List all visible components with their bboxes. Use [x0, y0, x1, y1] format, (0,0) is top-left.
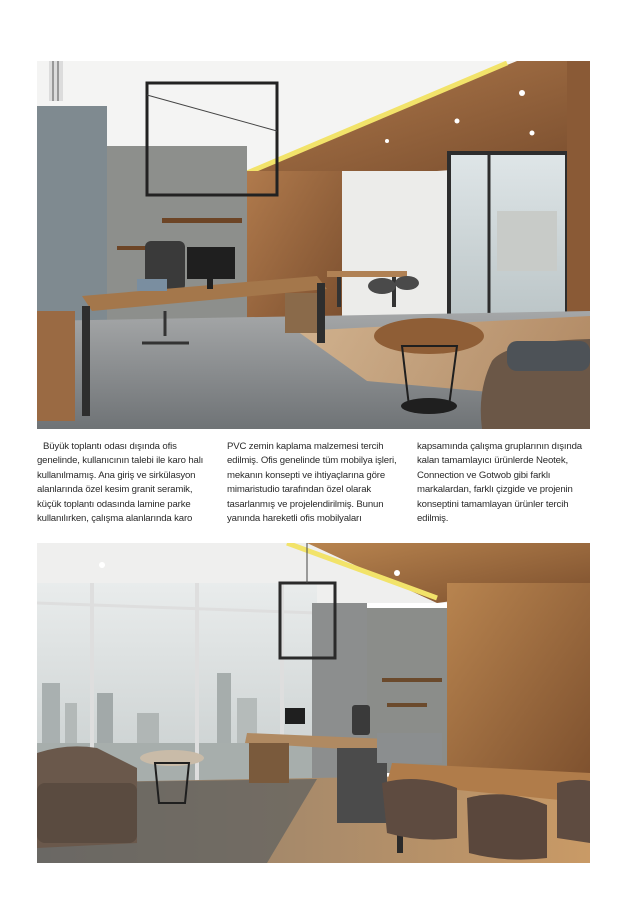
photo-executive-office	[37, 61, 590, 429]
article-column-1: Büyük toplantı odası dışında ofis genelinde, kullanıcının talebi ile karo halı kullanılmamış. Ana giriş ve sirkülasyon alanlarında özel kesim granit seramik, küçük toplantı odasında lamine parke kullanılırken, çalışma alanlarında karo	[37, 441, 204, 525]
article-column-2: PVC zemin kaplama malzemesi tercih edilmiş. Ofis genelinde tüm mobilya işleri, mekanın konsepti ve ihtiyaçlarına göre mimaristudio tarafından özel olarak tasarlanmış ve projelendirilmiş. Bunun yanında hareketli ofis mobilyaları	[227, 441, 397, 525]
article-column-3: kapsamında çalışma gruplarının dışında kalan tamamlayıcı ürünlerde Neotek, Connection ve Gotwob gibi farklı markalardan, farklı çizgide ve projenin konseptini tamamlayan ürünler tercih edilmiş.	[417, 441, 582, 525]
article-body	[37, 440, 590, 535]
photo-office-window-view	[37, 543, 590, 863]
